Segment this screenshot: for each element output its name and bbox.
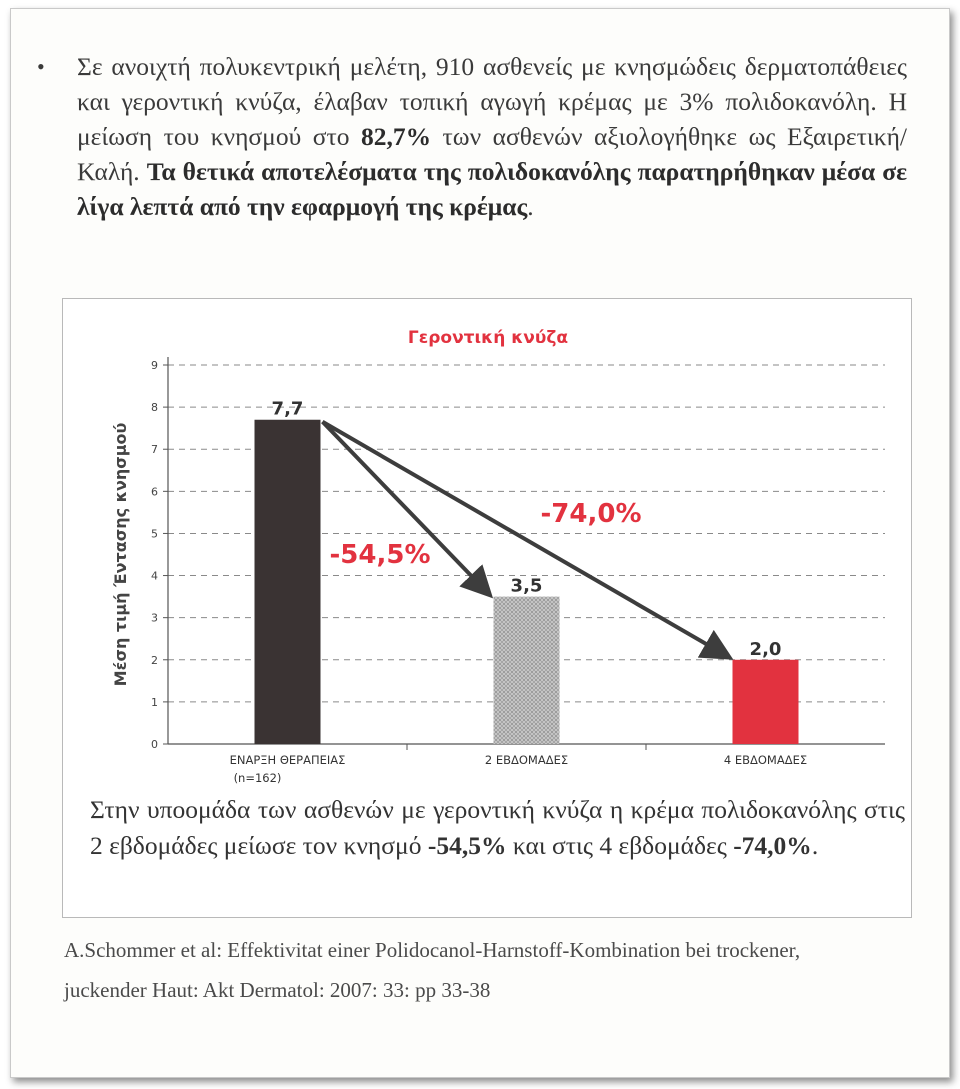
y-tick-label: 1 <box>151 695 158 709</box>
bar <box>255 420 321 744</box>
x-tick-label: 4 ΕΒΔΟΜΑΔΕΣ <box>723 753 808 767</box>
y-tick-label: 6 <box>151 485 158 499</box>
x-tick-label: ΕΝΑΡΞΗ ΘΕΡΑΠΕΙΑΣ <box>229 753 346 767</box>
bar <box>494 597 560 744</box>
y-tick-label: 2 <box>151 653 158 667</box>
bar-value-label: 3,5 <box>510 575 543 597</box>
annotation-label: -54,5% <box>329 540 431 570</box>
bullet-icon: • <box>37 54 45 79</box>
intro-text <box>77 52 907 221</box>
bar-value-label: 7,7 <box>271 398 304 420</box>
caption-segment-bold: -74,0% <box>733 831 812 860</box>
y-tick-label: 7 <box>151 443 158 457</box>
intro-segment: των ασθενών αξιολογήθηκε ως Εξαιρετική/Καλή. <box>77 122 908 186</box>
y-tick-label: 9 <box>151 359 158 372</box>
caption-segment: . <box>811 831 819 860</box>
chart-caption <box>90 792 905 864</box>
bar <box>733 660 799 744</box>
y-tick-label: 5 <box>151 527 158 541</box>
y-tick-label: 8 <box>151 401 158 415</box>
caption-segment: και στις 4 εβδομάδες <box>506 831 734 860</box>
reference-citation: A.Schommer et al: Effektivitat einer Polidocanol-Harnstoff-Kombination bei trockener, juckender Haut: Akt Dermatol: 2007: 33: pp 33-38 <box>64 938 801 1002</box>
y-axis-label: Μέση τιμή Έντασης κνησμού <box>111 422 130 687</box>
intro-segment-bold: Τα θετικά αποτελέσματα της πολιδοκανόλης παρατηρήθηκαν μέσα σε λίγα λεπτά από την εφαρμογή της κρέμας <box>77 157 907 221</box>
y-tick-label: 0 <box>151 738 158 751</box>
intro-segment: . <box>527 192 534 221</box>
annotation-label: -74,0% <box>540 499 642 529</box>
x-tick-label: 2 ΕΒΔΟΜΑΔΕΣ <box>484 753 569 767</box>
caption-segment-bold: -54,5% <box>427 831 507 860</box>
bar-value-label: 2,0 <box>749 638 782 660</box>
y-tick-label: 4 <box>151 569 158 583</box>
intro-segment-bold: 82,7% <box>360 122 432 151</box>
chart-title: Γεροντική κνύζα <box>407 328 569 348</box>
y-tick-label: 3 <box>151 611 158 625</box>
x-tick-sublabel: (n=162) <box>233 771 282 785</box>
intro-segment: Σε ανοιχτή πολυκεντρική μελέτη, 910 ασθενείς με κνησμώδεις δερματοπάθειες και γεροντική κνύζα, έλαβαν τοπική αγωγή κρέμας με 3% πολιδοκανόλη. Η μείωση του κνησμού στο <box>77 52 907 151</box>
intro-paragraph <box>37 49 908 224</box>
caption-segment: Στην υποομάδα των ασθενών με γεροντική κνύζα η κρέμα πολιδοκανόλης στις 2 εβδομάδες μείωσε τον κνησμό <box>90 795 905 860</box>
